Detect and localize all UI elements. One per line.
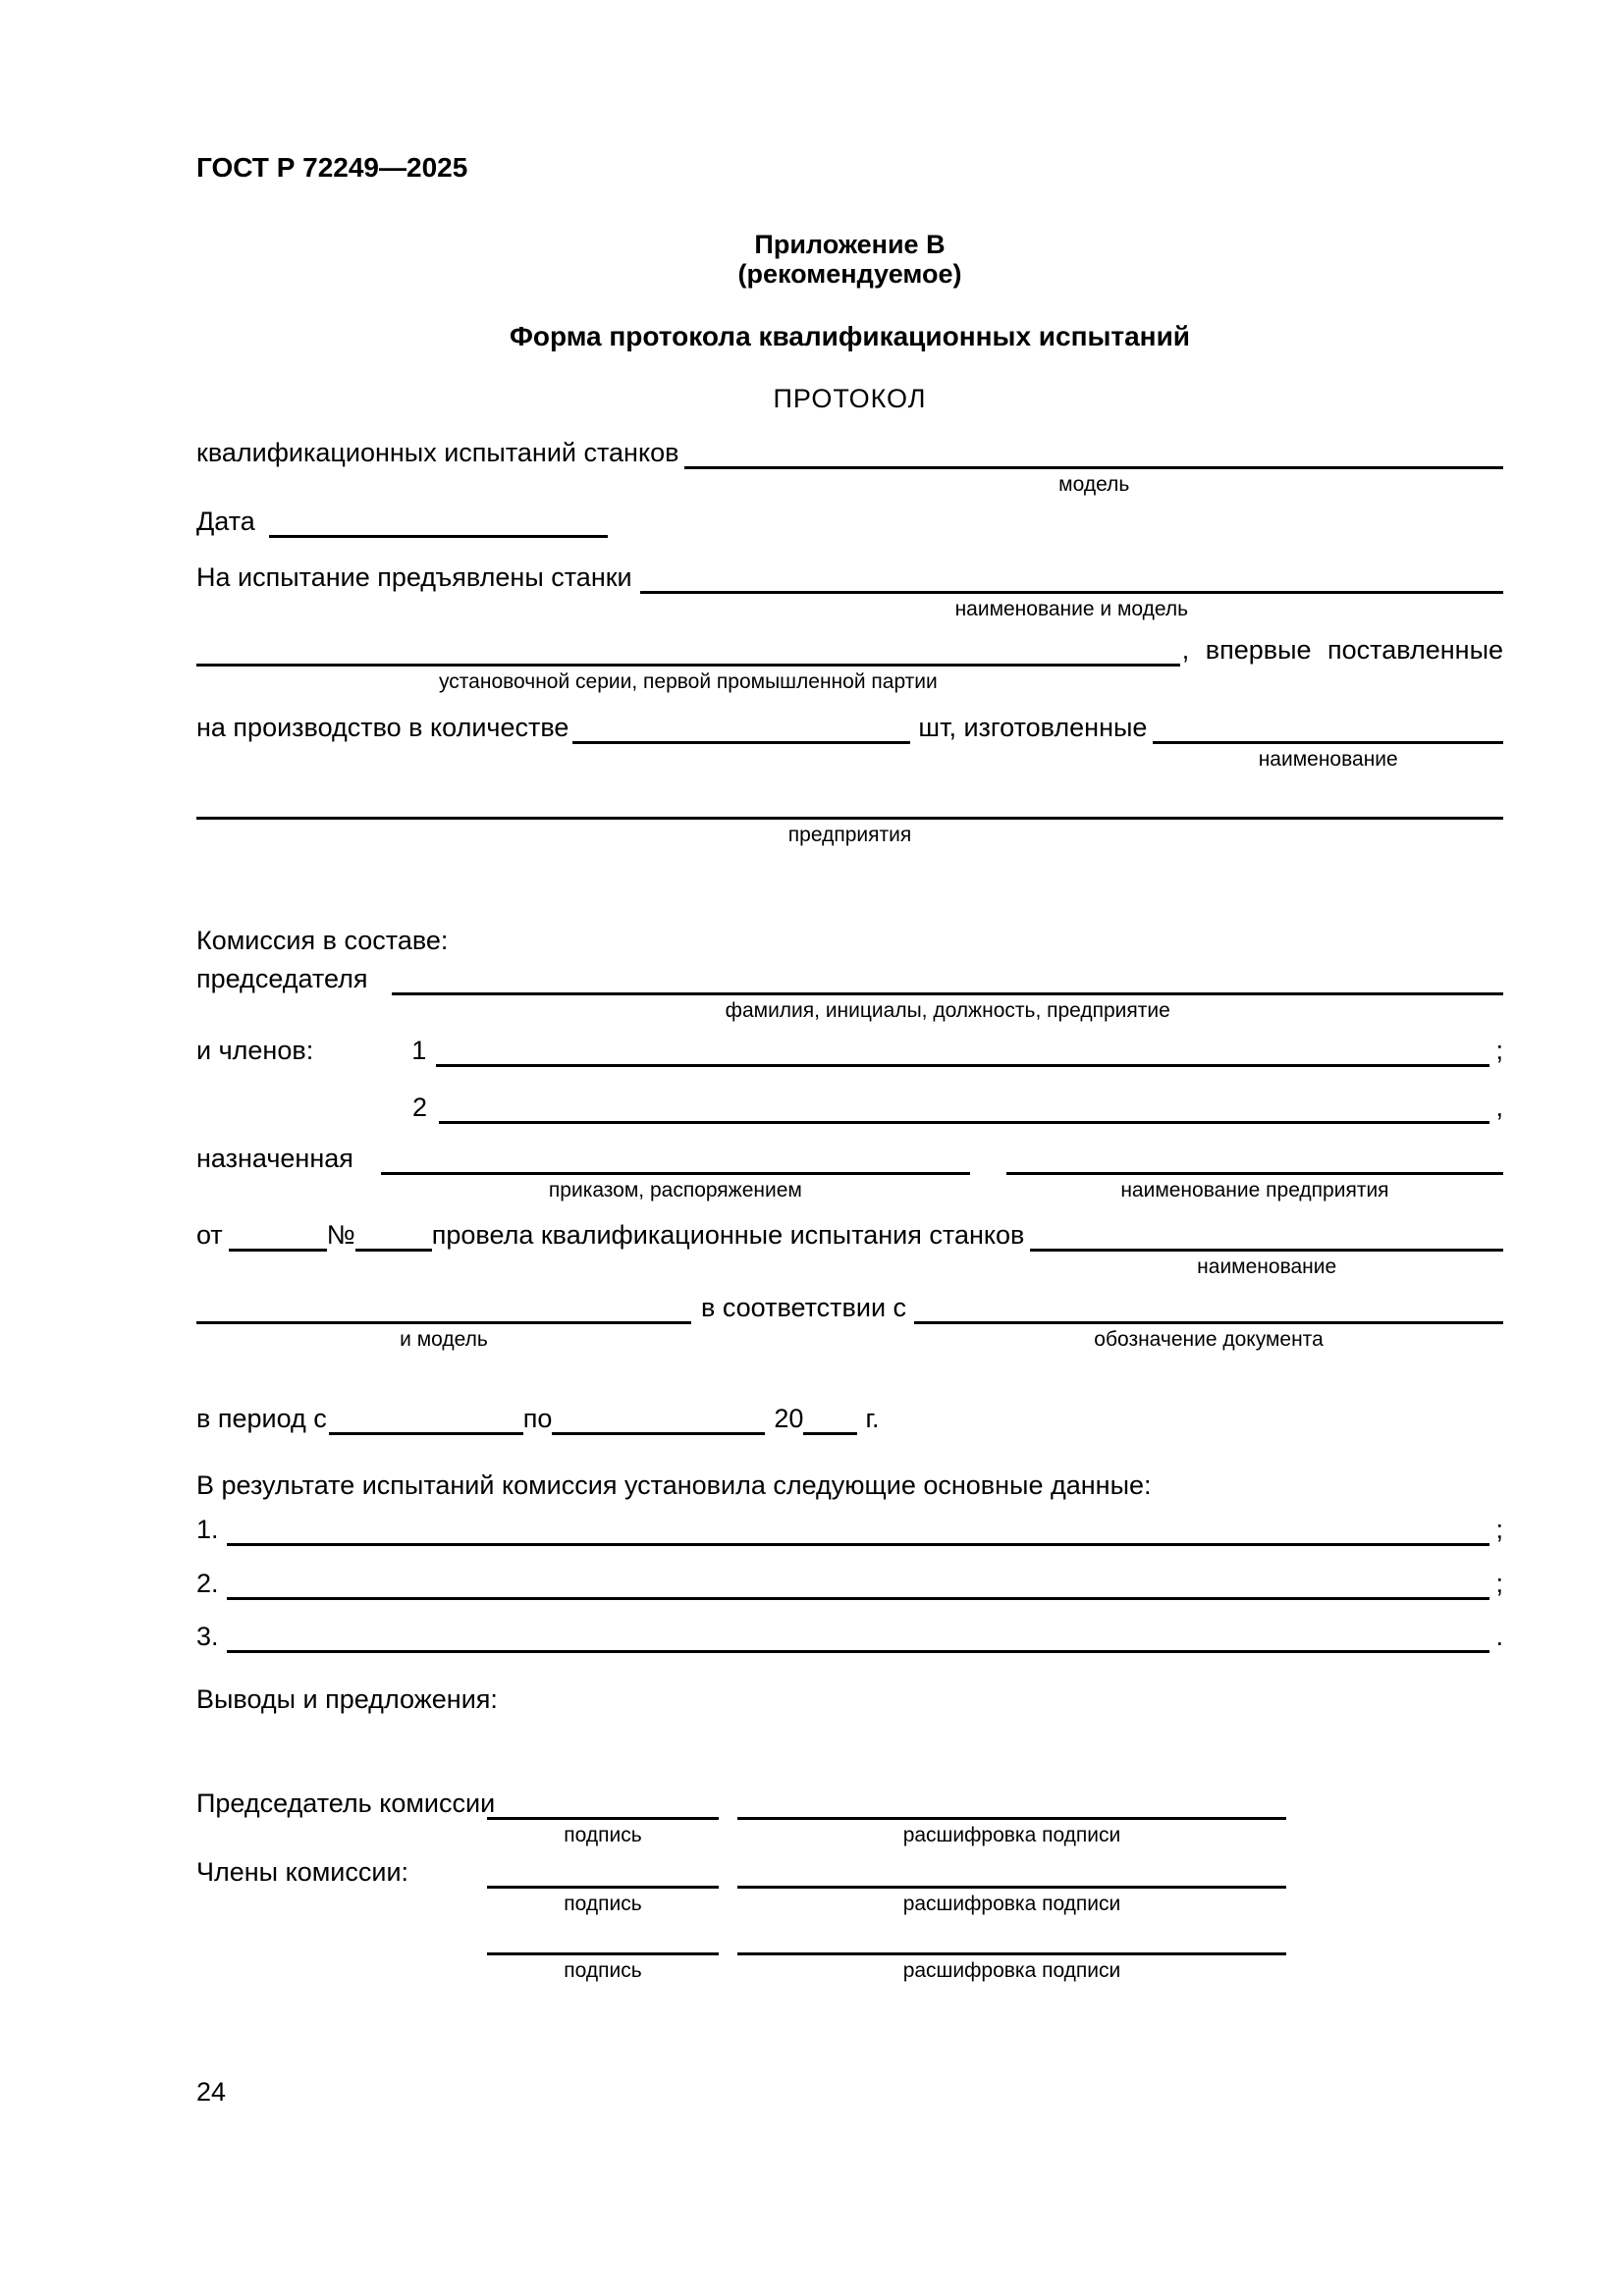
- fill-in-field: [914, 1291, 1503, 1352]
- signature-field: [487, 1787, 719, 1847]
- form-row-member-2: [196, 1091, 1503, 1124]
- fill-in-field: [1030, 1218, 1503, 1279]
- signature-field: [487, 1855, 719, 1916]
- row-punctuation: ,: [1495, 1093, 1503, 1122]
- fill-in-field: [196, 786, 1503, 847]
- blank-line: [1030, 1218, 1503, 1252]
- form-row-accordance: [196, 1291, 1503, 1352]
- row-label: провела квалификационные испытания станков: [431, 1220, 1025, 1250]
- blank-line: [439, 1091, 1489, 1124]
- blank-line: [737, 1855, 1286, 1889]
- blank-line: [487, 1855, 719, 1889]
- signature-name-field: [737, 1787, 1286, 1847]
- row-label: от: [196, 1220, 223, 1250]
- field-caption: модель: [1058, 473, 1130, 496]
- item-number: 2.: [196, 1569, 219, 1598]
- fill-in-field: [196, 1291, 691, 1352]
- field-caption: подпись: [564, 1959, 642, 1982]
- fill-in-field: [196, 633, 1180, 694]
- form-row-enterprise: [196, 786, 1503, 847]
- blank-line: [329, 1402, 523, 1435]
- blank-line: [640, 561, 1503, 594]
- blank-line: [227, 1513, 1490, 1546]
- form-title: Форма протокола квалификационных испытаний: [509, 321, 1191, 351]
- appendix-heading: [196, 230, 1503, 289]
- form-row-appointed: [196, 1142, 1503, 1202]
- item-number: 1: [411, 1036, 427, 1065]
- item-number: 2: [412, 1093, 428, 1122]
- blank-line: [572, 711, 910, 744]
- appendix-title: Приложение В: [754, 230, 946, 259]
- row-label: 20: [774, 1404, 804, 1433]
- form-row-result-1: [196, 1513, 1503, 1546]
- row-label: Дата: [196, 507, 255, 536]
- form-row-chairman: [196, 962, 1503, 1023]
- field-caption: наименование предприятия: [1120, 1179, 1389, 1201]
- blank-line: [269, 505, 608, 538]
- field-caption: наименование: [1197, 1255, 1337, 1278]
- blank-line: [737, 1787, 1286, 1820]
- blank-line: [392, 962, 1503, 995]
- blank-line: [227, 1620, 1490, 1653]
- signature-name-field: [737, 1855, 1286, 1916]
- results-heading: В результате испытаний комиссия установила следующие основные данные:: [196, 1470, 1152, 1500]
- doc-number: ГОСТ Р 72249—2025: [196, 152, 468, 183]
- row-label: Члены комиссии:: [196, 1857, 409, 1887]
- numero-sign: №: [326, 1220, 355, 1250]
- signature-row-extra: [196, 1922, 1503, 1983]
- blank-line: [227, 1567, 1490, 1600]
- blank-line: [436, 1034, 1489, 1067]
- field-caption: подпись: [564, 1824, 642, 1846]
- fill-in-field: [640, 561, 1503, 621]
- row-punctuation: ;: [1495, 1036, 1503, 1065]
- field-caption: расшифровка подписи: [902, 1893, 1121, 1915]
- field-caption: расшифровка подписи: [902, 1959, 1121, 1982]
- field-caption: установочной серии, первой промышленной партии: [439, 670, 938, 693]
- form-row-period: [196, 1402, 1503, 1435]
- blank-line: [487, 1787, 719, 1820]
- signature-name-field: [737, 1922, 1286, 1983]
- blank-line: [737, 1922, 1286, 1955]
- field-caption: наименование: [1258, 748, 1398, 771]
- blank-line: [914, 1291, 1503, 1324]
- row-label: На испытание предъявлены станки: [196, 562, 632, 592]
- row-label: по: [522, 1404, 553, 1433]
- form-row-result-2: [196, 1567, 1503, 1600]
- fill-in-field: [1153, 711, 1503, 772]
- form-row-date: [196, 505, 1503, 538]
- item-number: 1.: [196, 1515, 219, 1544]
- field-caption: расшифровка подписи: [902, 1824, 1121, 1846]
- row-punctuation: ;: [1495, 1569, 1503, 1598]
- blank-line: [381, 1142, 970, 1175]
- fill-in-field: [1006, 1142, 1503, 1202]
- signature-row-members: [196, 1855, 1503, 1916]
- blank-line: [196, 633, 1180, 667]
- field-caption: и модель: [400, 1328, 488, 1351]
- blank-line: [196, 786, 1503, 820]
- row-label: назначенная: [196, 1144, 353, 1173]
- field-caption: приказом, распоряжением: [548, 1179, 802, 1201]
- row-punctuation: .: [1495, 1622, 1503, 1651]
- form-row-presented: [196, 561, 1503, 621]
- row-label: на производство в количестве: [196, 713, 569, 742]
- field-caption: обозначение документа: [1094, 1328, 1324, 1351]
- page-number: 24: [196, 2077, 227, 2107]
- blank-line: [803, 1402, 857, 1435]
- row-punctuation: ;: [1495, 1515, 1503, 1544]
- row-label: шт, изготовленные: [918, 713, 1148, 742]
- form-row-result-3: [196, 1620, 1503, 1653]
- row-label: председателя: [196, 964, 368, 993]
- form-row-order: [196, 1218, 1503, 1279]
- blank-line: [196, 1291, 691, 1324]
- conclusions-heading: Выводы и предложения:: [196, 1684, 498, 1714]
- protocol-heading: ПРОТОКОЛ: [773, 384, 927, 413]
- row-label: в период с: [196, 1404, 327, 1433]
- fill-in-field: [684, 436, 1503, 497]
- row-label: , впервые поставленные: [1181, 635, 1503, 665]
- blank-line: [1153, 711, 1503, 744]
- blank-line: [1006, 1142, 1503, 1175]
- blank-line: [684, 436, 1503, 469]
- commission-heading: Комиссия в составе:: [196, 926, 449, 955]
- field-caption: фамилия, инициалы, должность, предприятие: [725, 999, 1170, 1022]
- signature-row-chairman: [196, 1787, 1503, 1847]
- row-label: Председатель комиссии: [196, 1789, 496, 1818]
- form-row-quantity: [196, 711, 1503, 772]
- signature-field: [487, 1922, 719, 1983]
- form-row-member-1: [196, 1034, 1503, 1067]
- blank-line: [487, 1922, 719, 1955]
- field-caption: подпись: [564, 1893, 642, 1915]
- form-row-series: [196, 633, 1503, 694]
- blank-line: [552, 1402, 765, 1435]
- row-label: г.: [865, 1404, 880, 1433]
- blank-line: [229, 1218, 327, 1252]
- field-caption: наименование и модель: [954, 598, 1189, 620]
- row-label: и членов:: [196, 1036, 314, 1065]
- form-row-machine-model: [196, 436, 1503, 497]
- fill-in-field: [392, 962, 1503, 1023]
- field-caption: предприятия: [787, 824, 912, 846]
- appendix-subtitle: (рекомендуемое): [737, 259, 962, 289]
- item-number: 3.: [196, 1622, 219, 1651]
- row-label: квалификационных испытаний станков: [196, 438, 679, 467]
- blank-line: [355, 1218, 432, 1252]
- fill-in-field: [381, 1142, 970, 1202]
- row-label: в соответствии с: [701, 1293, 907, 1322]
